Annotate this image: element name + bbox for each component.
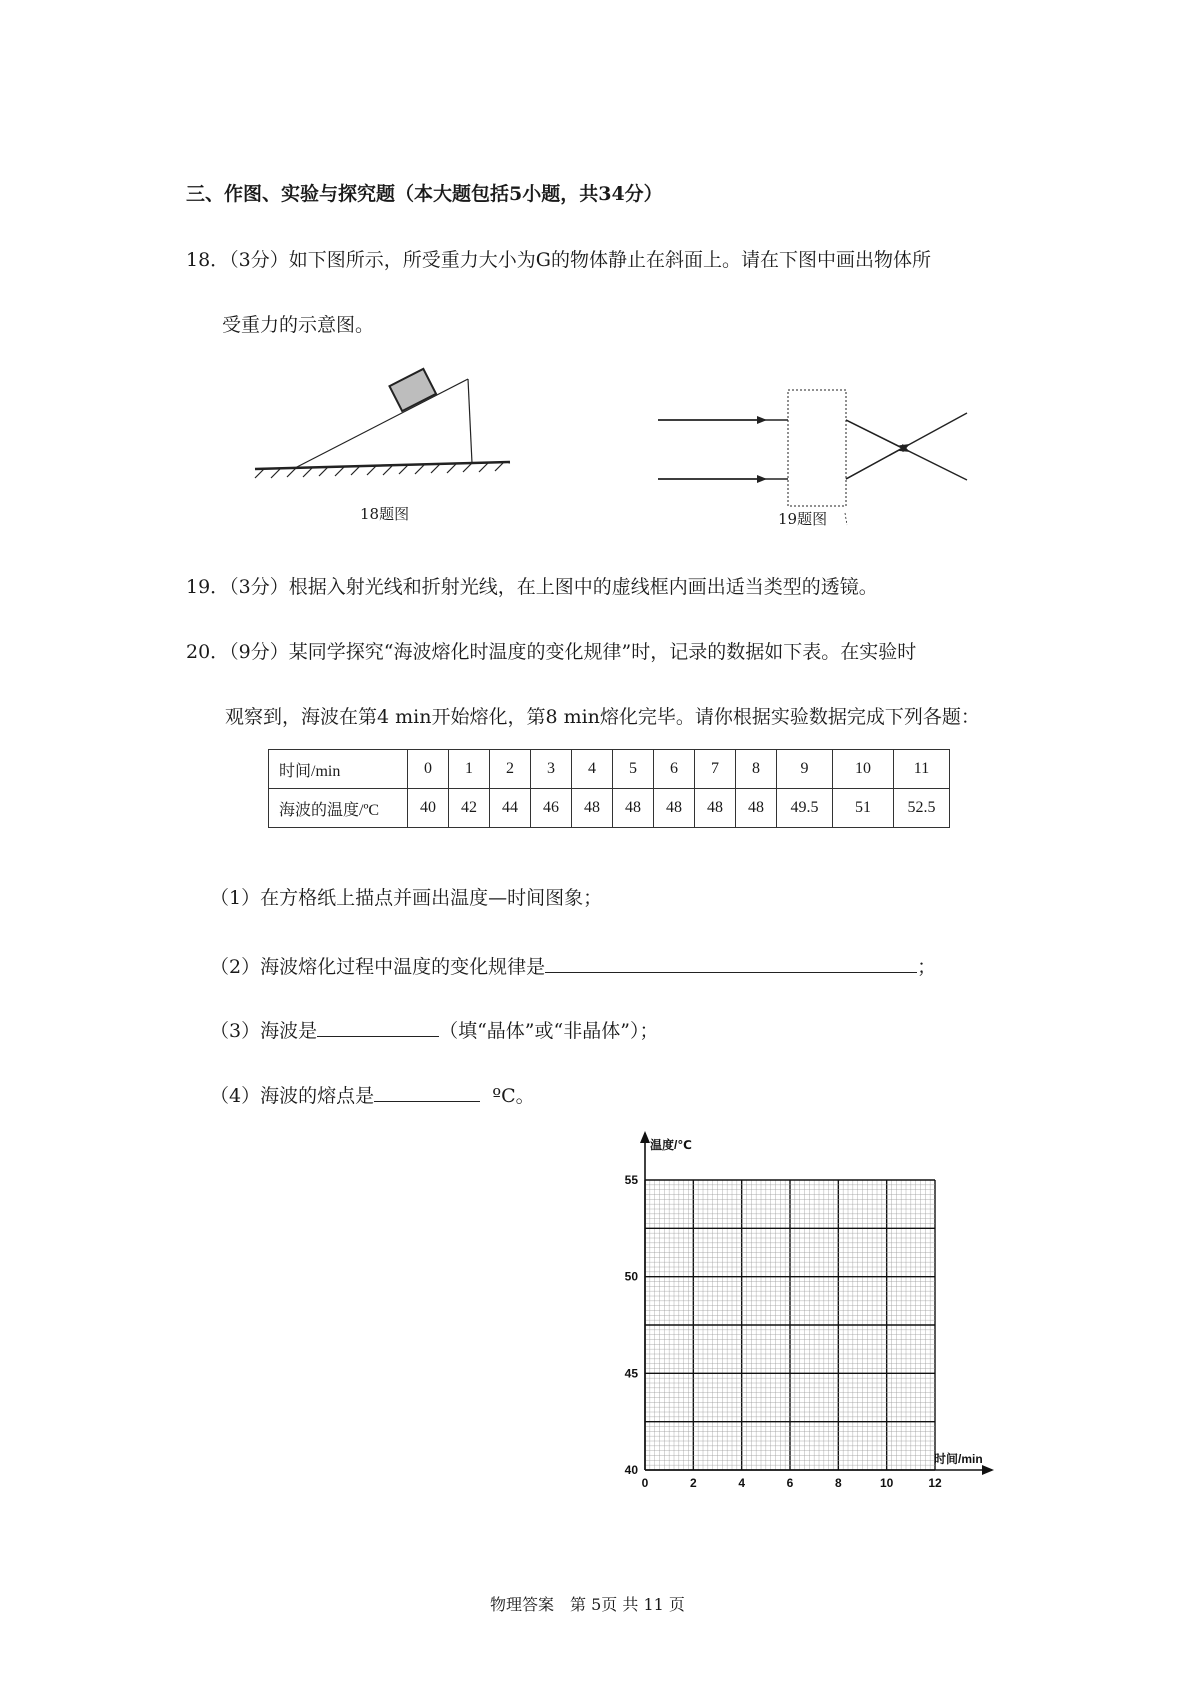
y-tick-label: 40 (624, 1463, 638, 1477)
answer-blank-2[interactable] (545, 952, 917, 973)
answer-blank-3[interactable] (317, 1016, 439, 1037)
x-tick-label: 0 (641, 1476, 649, 1490)
table-cell: 1 (449, 750, 490, 789)
table-cell: 42 (449, 789, 490, 828)
q20-sub1: （1）在方格纸上描点并画出温度—时间图象； (210, 887, 603, 909)
table-cell: 51 (833, 789, 894, 828)
table-cell: 9 (777, 750, 833, 789)
row-header-temperature: 海波的温度/ºC (269, 789, 408, 828)
q18-text-line2: 受重力的示意图。 (222, 314, 375, 336)
table-cell: 0 (408, 750, 449, 789)
table-cell: 49.5 (777, 789, 833, 828)
y-tick-label: 55 (624, 1173, 638, 1187)
lens-figure (655, 385, 975, 525)
q19-text: 19．（3分）根据入射光线和折射光线，在上图中的虚线框内画出适当类型的透镜。 (186, 576, 878, 598)
q20-text-line1: 20．（9分）某同学探究“海波熔化时温度的变化规律”时，记录的数据如下表。在实验时 (186, 641, 917, 663)
y-tick-label: 50 (624, 1269, 638, 1284)
incline-figure (250, 365, 515, 480)
x-axis-label: 时间/min (934, 1452, 983, 1466)
page-footer: 物理答案 第 5页 共 11 页 (490, 1595, 685, 1614)
table-cell: 6 (654, 750, 695, 789)
table-cell: 46 (531, 789, 572, 828)
x-tick-label: 8 (834, 1476, 842, 1490)
q20-sub4-prefix: （4）海波的熔点是 (210, 1085, 375, 1107)
table-row-time (269, 750, 950, 789)
table-cell: 48 (736, 789, 777, 828)
x-tick-label: 6 (786, 1476, 794, 1490)
table-cell: 48 (572, 789, 613, 828)
x-tick-label: 12 (928, 1476, 942, 1490)
table-cell: 11 (894, 750, 950, 789)
q20-sub2-prefix: （2）海波熔化过程中温度的变化规律是 (210, 956, 546, 978)
q20-sub2 (210, 952, 936, 979)
q20-sub3 (210, 1016, 658, 1043)
table-cell: 8 (736, 750, 777, 789)
table-cell: 44 (490, 789, 531, 828)
melting-data-table (268, 749, 950, 828)
table-cell: 48 (695, 789, 736, 828)
figure-19-caption: 19题图 (778, 510, 828, 528)
figure-18-caption: 18题图 (360, 505, 410, 523)
q20-sub2-suffix: ； (917, 956, 937, 978)
table-cell: 40 (408, 789, 449, 828)
x-tick-label: 2 (689, 1476, 697, 1490)
y-tick-label: 45 (624, 1366, 638, 1381)
table-cell: 48 (613, 789, 654, 828)
y-axis-label: 温度/℃ (650, 1138, 692, 1152)
q20-text-line2: 观察到，海波在第4 min开始熔化，第8 min熔化完毕。请你根据实验数据完成下列各题： (225, 706, 980, 728)
table-cell: 52.5 (894, 789, 950, 828)
table-cell: 4 (572, 750, 613, 789)
x-tick-label: 10 (879, 1476, 894, 1490)
q18-text-line1: 18．（3分）如下图所示，所受重力大小为G的物体静止在斜面上。请在下图中画出物体所 (186, 249, 931, 271)
table-cell: 48 (654, 789, 695, 828)
q20-sub4-suffix: ºC。 (492, 1085, 535, 1107)
table-cell: 10 (833, 750, 894, 789)
q20-sub4 (210, 1081, 535, 1108)
temperature-time-grid[interactable] (600, 1125, 1000, 1495)
table-cell: 3 (531, 750, 572, 789)
section-header: 三、作图、实验与探究题（本大题包括5小题，共34分） (186, 183, 663, 205)
answer-blank-4[interactable] (374, 1081, 480, 1102)
table-cell: 5 (613, 750, 654, 789)
q20-sub3-suffix: （填“晶体”或“非晶体”）； (439, 1020, 659, 1042)
x-tick-label: 4 (738, 1476, 746, 1490)
table-row-temperature (269, 789, 950, 828)
table-cell: 7 (695, 750, 736, 789)
table-cell: 2 (490, 750, 531, 789)
row-header-time: 时间/min (269, 750, 408, 789)
q20-sub3-prefix: （3）海波是 (210, 1020, 318, 1042)
